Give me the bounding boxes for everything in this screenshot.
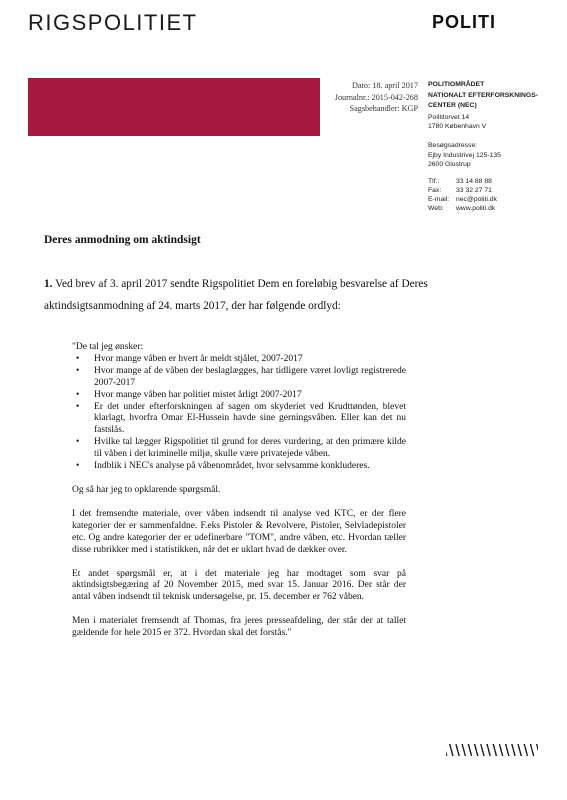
list-item — [76, 437, 406, 461]
request-list — [72, 354, 406, 473]
contact-web[interactable]: www.politi.dk — [456, 204, 496, 212]
list-item-text: Hvor mange våben er hvert år meldt stjålet, 2007-2017 — [94, 353, 303, 364]
list-item-text: Hvilke tal lægger Rigspolitiet til grund for deres vurdering, at den primære kilde til våben i det kriminelle miljø, skulle være privatejede våben. — [94, 437, 406, 460]
contact-label: Tlf.: — [428, 177, 440, 185]
contact-label: Web: — [428, 204, 444, 212]
quote-paragraph: Et andet spørgsmål er, at i det materiale jeg har modtaget som svar på aktindsigtsbegæring af 20 November 2015, med svar 15. Januar 2016. Der står der antal våben indsendt til teknisk undersøgelse, pr. 15. december er 762 våben. — [72, 568, 406, 603]
contact-table — [428, 177, 497, 213]
quote-paragraph: Og så har jeg to opklarende spørgsmål. — [72, 484, 221, 495]
bullet: • — [76, 365, 80, 376]
bullet: • — [76, 401, 80, 412]
sender-org-line: NATIONALT EFTERFORSKNINGS- — [428, 91, 539, 99]
document-meta — [300, 80, 418, 115]
address-line: 1780 København V — [428, 122, 487, 130]
list-item-text: Hvor mange våben har politiet mistet årligt 2007-2017 — [94, 389, 302, 400]
quote-paragraph: I det fremsendte materiale, over våben indsendt til analyse ved KTC, er der flere kategorier der er sammenfaldne. F.eks Pistoler & Revolvere, Pistoler, Selvladepistoler etc. Og andre kategorier der er udefinerbare "TOM", andre våben, etc. Hvordan tæller disse rubrikker med i statistikken, når det er uklart hvad de dækker over. — [72, 508, 406, 555]
quote-paragraph: Men i materialet fremsendt af Thomas, fra jeres presseafdeling, der står der at tallet gældende for hele 2015 er 372. Hvordan skal det forstås." — [72, 616, 406, 639]
list-item — [76, 353, 406, 366]
sender-block — [428, 80, 564, 213]
visit-address — [428, 151, 564, 169]
contact-label: E-mail: — [428, 195, 450, 203]
list-item — [76, 365, 406, 390]
visit-address-line: Ejby Industrivej 125-135 — [428, 151, 501, 159]
sender-org-line: CENTER (NEC) — [428, 102, 477, 109]
bullet: • — [76, 461, 80, 472]
letter-subject: Deres anmodning om aktindsigt — [44, 234, 201, 246]
contact-phone: 33 14 88 88 — [456, 177, 492, 185]
list-item-text: Hvor mange af de våben der beslaglægges, har tidligere været lovligt registrerede 2007-2017 — [94, 365, 406, 388]
address-line: Polititorvet 14 — [428, 113, 470, 121]
list-item-text: Er det under efterforskningen af sagen om skyderiet ved Krudttønden, blevet klarlagt, hvorfra Omar El-Hussein havde sine gerningsvåben. Eller kan det nu fastslås. — [94, 401, 406, 436]
list-item — [76, 401, 406, 438]
brand-title: RIGSPOLITIET — [28, 10, 198, 35]
quote-opening: "De tal jeg ønsker: — [72, 342, 144, 352]
intro-paragraph — [44, 274, 444, 317]
sender-address — [428, 113, 564, 131]
bullet: • — [76, 437, 80, 448]
list-item — [76, 389, 406, 402]
contact-label: Fax: — [428, 186, 442, 194]
contact-email[interactable]: nec@politi.dk — [456, 195, 497, 203]
meta-date: Dato: 18. april 2017 — [352, 81, 418, 90]
meta-case-officer: Sagsbehandler: KGP — [349, 104, 418, 114]
list-item-text: Indblik i NEC's analyse på våbenområdet, hvor selvsamme konkluderes. — [94, 461, 370, 472]
sender-org — [428, 80, 564, 112]
footer-tick-marks — [446, 744, 538, 756]
contact-row — [428, 204, 497, 213]
list-item — [76, 461, 406, 473]
redacted-address-block — [28, 78, 320, 136]
contact-fax: 33 32 27 71 — [456, 186, 492, 194]
visit-address-line: 2600 Glostrup — [428, 160, 471, 168]
politi-logo: POLITI — [432, 12, 496, 32]
bullet: • — [76, 353, 80, 364]
sender-org-line: POLITIOMRÅDET — [428, 81, 485, 88]
meta-journal: Journalnr.: 2015-042-268 — [334, 92, 418, 102]
contact-row — [428, 177, 497, 186]
visit-address-label: Besøgsadresse: — [428, 141, 478, 149]
section-number: 1. — [44, 278, 53, 290]
bullet: • — [76, 389, 80, 400]
quoted-request — [72, 342, 406, 640]
intro-text: Ved brev af 3. april 2017 sendte Rigspolitiet Dem en foreløbig besvarelse af Deres aktindsigtsanmodning af 24. marts 2017, der har følgende ordlyd: — [44, 278, 428, 312]
contact-row — [428, 186, 497, 195]
contact-row — [428, 195, 497, 204]
